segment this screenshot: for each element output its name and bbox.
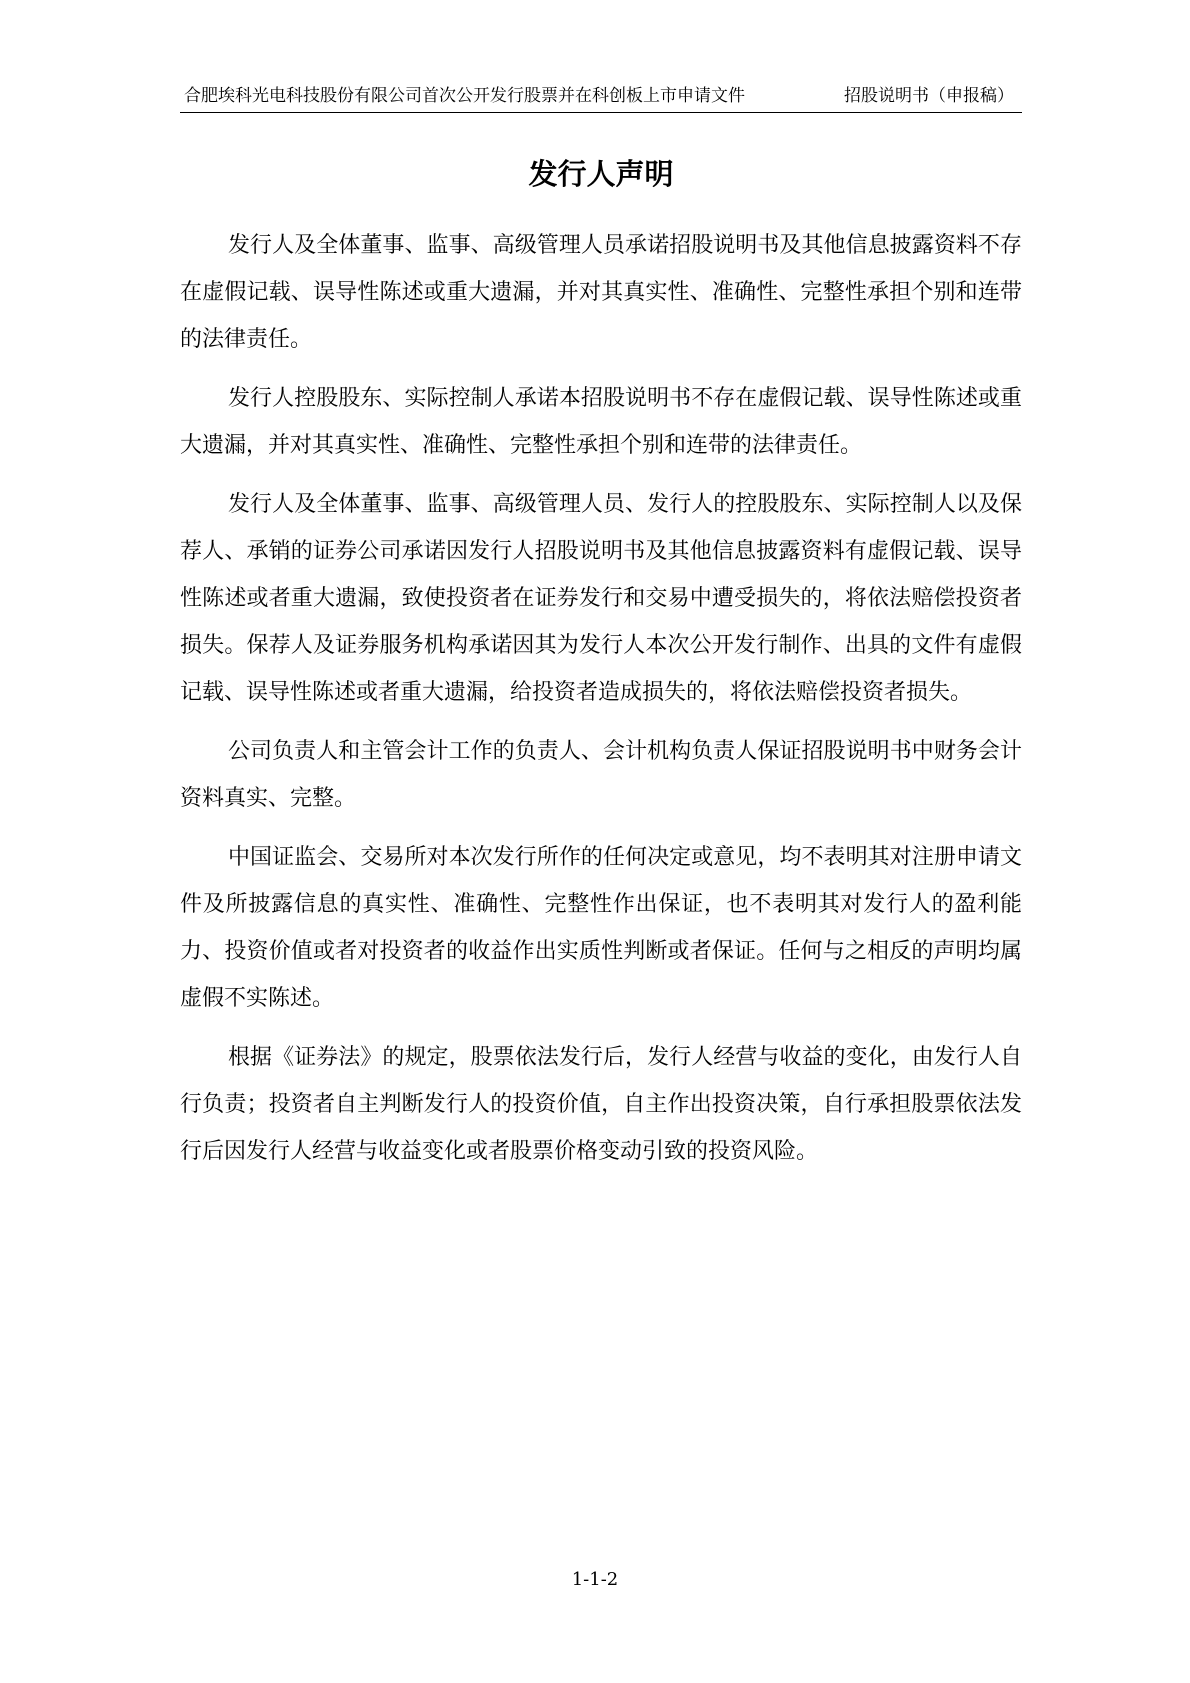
paragraph-investment-risk: 根据《证券法》的规定，股票依法发行后，发行人经营与收益的变化，由发行人自行负责；投资者自主判断发行人的投资价值，自主作出投资决策，自行承担股票依法发行后因发行人经营与收益变化或者股票价格变动引致的投资风险。: [180, 1045, 1022, 1164]
paragraph-directors-commitment: 发行人及全体董事、监事、高级管理人员承诺招股说明书及其他信息披露资料不存在虚假记载、误导性陈述或重大遗漏，并对其真实性、准确性、完整性承担个别和连带的法律责任。: [180, 233, 1022, 352]
declaration-body: [180, 222, 1022, 1187]
page-header: [180, 82, 1022, 113]
page-title: 发行人声明: [528, 157, 674, 191]
header-document-type: 招股说明书（申报稿）: [844, 86, 1014, 106]
page-number: 1-1-2: [571, 1569, 619, 1590]
paragraph-financial-accuracy: 公司负责人和主管会计工作的负责人、会计机构负责人保证招股说明书中财务会计资料真实、完整。: [180, 739, 1022, 811]
paragraph-regulator-disclaimer: 中国证监会、交易所对本次发行所作的任何决定或意见，均不表明其对注册申请文件及所披露信息的真实性、准确性、完整性作出保证，也不表明其对发行人的盈利能力、投资价值或者对投资者的收益作出实质性判断或者保证。任何与之相反的声明均属虚假不实陈述。: [180, 845, 1022, 1011]
paragraph-controlling-shareholder: 发行人控股股东、实际控制人承诺本招股说明书不存在虚假记载、误导性陈述或重大遗漏，并对其真实性、准确性、完整性承担个别和连带的法律责任。: [180, 386, 1022, 458]
header-company-document: 合肥埃科光电科技股份有限公司首次公开发行股票并在科创板上市申请文件: [184, 86, 745, 106]
paragraph-compensation-commitment: 发行人及全体董事、监事、高级管理人员、发行人的控股股东、实际控制人以及保荐人、承销的证券公司承诺因发行人招股说明书及其他信息披露资料有虚假记载、误导性陈述或者重大遗漏，致使投资者在证券发行和交易中遭受损失的，将依法赔偿投资者损失。保荐人及证券服务机构承诺因其为发行人本次公开发行制作、出具的文件有虚假记载、误导性陈述或者重大遗漏，给投资者造成损失的，将依法赔偿投资者损失。: [180, 492, 1022, 705]
